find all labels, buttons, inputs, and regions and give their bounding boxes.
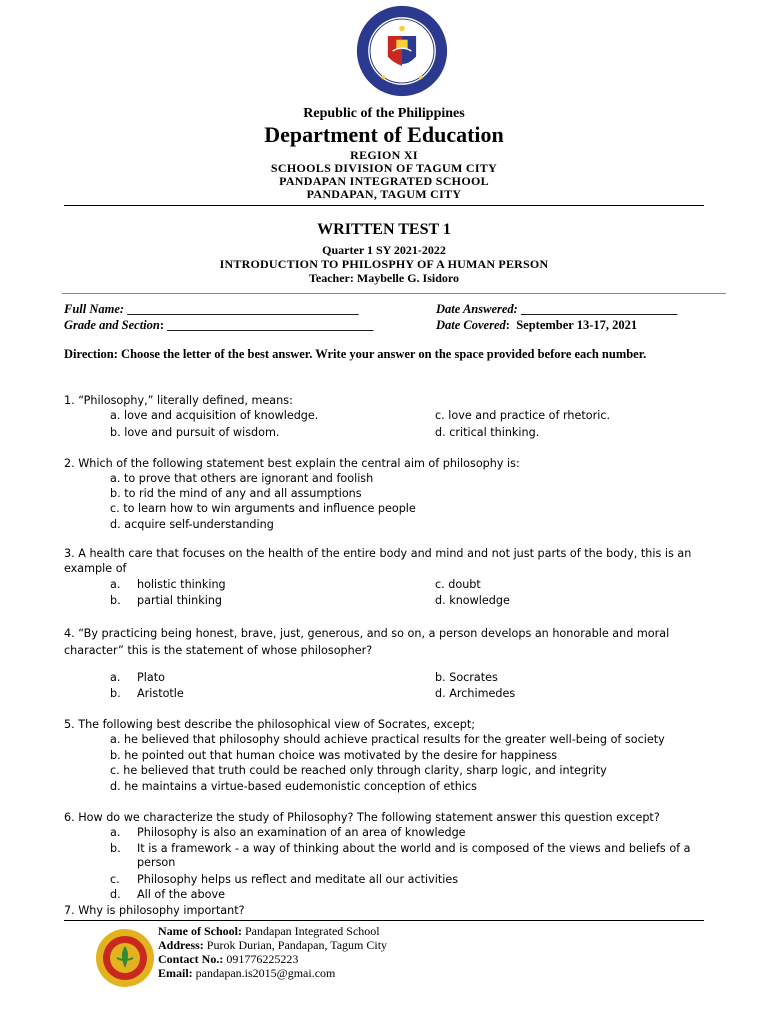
subject-label: INTRODUCTION TO PHILOSPHY OF A HUMAN PERSON [219, 257, 549, 271]
q5-option-a[interactable]: a. he believed that philosophy should achieve practical results for the greater well-being of society [110, 733, 665, 746]
q3-option-a-letter: a. [110, 578, 121, 591]
full-name-field[interactable] [64, 302, 358, 317]
q6-option-d-text: All of the above [137, 888, 225, 901]
teacher-label: Teacher: Maybelle G. Isidoro [309, 271, 459, 285]
grade-section-field[interactable] [64, 318, 373, 333]
q2-option-c[interactable]: c. to learn how to win arguments and influence people [110, 502, 416, 515]
q4-option-b-text: Aristotle [137, 687, 184, 700]
region-heading: REGION XI [350, 148, 418, 162]
q6-option-a-letter: a. [110, 826, 121, 839]
footer-name-value: Pandapan Integrated School [245, 924, 380, 938]
q6-option-d-letter: d. [110, 888, 121, 901]
question-3: 3. A health care that focuses on the health of the entire body and mind and not just parts of the body, this is an example of [64, 547, 692, 575]
q2-option-d[interactable]: d. acquire self-understanding [110, 518, 274, 531]
footer-contact [158, 952, 298, 967]
footer-address-label: Address: [158, 938, 204, 952]
division-heading: SCHOOLS DIVISION OF TAGUM CITY [270, 161, 498, 175]
q1-option-b[interactable]: b. love and pursuit of wisdom. [110, 426, 280, 439]
test-title: WRITTEN TEST 1 [317, 221, 451, 238]
q2-option-b[interactable]: b. to rid the mind of any and all assumptions [110, 487, 362, 500]
date-covered-value: September 13-17, 2021 [516, 318, 638, 332]
footer-school-name [158, 924, 380, 939]
footer-contact-label: Contact No.: [158, 952, 224, 966]
grade-section-label: Grade and Section [64, 318, 160, 332]
q3-option-a[interactable] [110, 578, 226, 591]
q4-option-a-text: Plato [137, 671, 165, 684]
q4-option-a-letter: a. [110, 671, 121, 684]
footer-address [158, 938, 387, 953]
republic-heading: Republic of the Philippines [303, 106, 465, 121]
q6-option-d[interactable] [110, 888, 225, 901]
full-name-blank[interactable]: _____________________________________ [127, 302, 359, 316]
q1-option-c[interactable]: c. love and practice of rhetoric. [435, 409, 611, 422]
question-5: 5. The following best describe the philosophical view of Socrates, except; [64, 718, 476, 731]
q4-option-d[interactable]: d. Archimedes [435, 687, 516, 700]
q3-option-b-text: partial thinking [137, 594, 223, 607]
footer-contact-value: 091776225223 [226, 952, 299, 966]
footer-email [158, 966, 335, 981]
school-logo [95, 928, 155, 988]
q3-option-b-letter: b. [110, 594, 121, 607]
q6-option-c[interactable] [110, 873, 458, 886]
date-answered-blank[interactable]: _________________________ [520, 302, 678, 316]
q1-option-a[interactable]: a. love and acquisition of knowledge. [110, 409, 319, 422]
q4-option-c[interactable]: b. Socrates [435, 671, 498, 684]
date-answered-label: Date Answered: [436, 302, 518, 316]
footer-name-label: Name of School: [158, 924, 242, 938]
q3-option-a-text: holistic thinking [137, 578, 226, 591]
question-6: 6. How do we characterize the study of Philosophy? The following statement answer this question except? [64, 811, 660, 824]
q3-option-d[interactable]: d. knowledge [435, 594, 510, 607]
date-covered-colon: : [505, 318, 510, 332]
question-4: 4. “By practicing being honest, brave, just, generous, and so on, a person develops an honorable and moral character” this is the statement of whose philosopher? [64, 627, 670, 657]
department-heading: Department of Education [264, 122, 504, 147]
q4-option-a[interactable] [110, 671, 165, 684]
question-1: 1. “Philosophy,” literally defined, means: [64, 394, 293, 407]
header-divider [64, 205, 704, 206]
q4-option-b-letter: b. [110, 687, 121, 700]
q4-option-b[interactable] [110, 687, 184, 700]
footer-divider [64, 920, 704, 921]
location-heading: PANDAPAN, TAGUM CITY [306, 187, 462, 201]
direction-text: Direction: Choose the letter of the best answer. Write your answer on the space provided before each number. [64, 347, 647, 361]
q5-option-d[interactable]: d. he maintains a virtue-based eudemonistic conception of ethics [110, 780, 477, 793]
title-divider [62, 293, 726, 294]
grade-section-colon: : [159, 318, 165, 332]
full-name-label: Full Name: [64, 302, 125, 316]
q6-option-a[interactable] [110, 826, 466, 839]
q6-option-c-letter: c. [110, 873, 120, 886]
date-answered-field[interactable] [436, 302, 677, 317]
date-covered-label: Date Covered [436, 318, 506, 332]
q6-option-b-letter: b. [110, 842, 121, 855]
school-heading: PANDAPAN INTEGRATED SCHOOL [279, 174, 489, 188]
grade-section-blank[interactable]: _________________________________ [167, 318, 374, 332]
q6-option-c-text: Philosophy helps us reflect and meditate all our activities [137, 873, 459, 886]
footer-address-value: Purok Durian, Pandapan, Tagum City [206, 938, 388, 952]
footer-email-value[interactable]: pandapan.is2015@gmai.com [195, 966, 336, 980]
question-7: 7. Why is philosophy important? [64, 904, 245, 917]
q3-option-c[interactable]: c. doubt [435, 578, 481, 591]
q5-option-b[interactable]: b. he pointed out that human choice was motivated by the desire for happiness [110, 749, 558, 762]
deped-seal-logo [355, 4, 449, 98]
q5-option-c[interactable]: c. he believed that truth could be reached only through clarity, sharp logic, and integrity [110, 764, 607, 777]
q1-option-d[interactable]: d. critical thinking. [435, 426, 540, 439]
q6-option-a-text: Philosophy is also an examination of an area of knowledge [137, 826, 466, 839]
date-covered-field [436, 318, 637, 333]
q6-option-b[interactable] [110, 842, 704, 870]
q6-option-b-text: It is a framework - a way of thinking about the world and is composed of the views and beliefs of a person [137, 842, 691, 869]
q2-option-a[interactable]: a. to prove that others are ignorant and foolish [110, 472, 374, 485]
question-2: 2. Which of the following statement best explain the central aim of philosophy is: [64, 457, 520, 470]
q3-option-b[interactable] [110, 594, 222, 607]
footer-email-label: Email: [158, 966, 193, 980]
quarter-label: Quarter 1 SY 2021-2022 [322, 243, 446, 257]
